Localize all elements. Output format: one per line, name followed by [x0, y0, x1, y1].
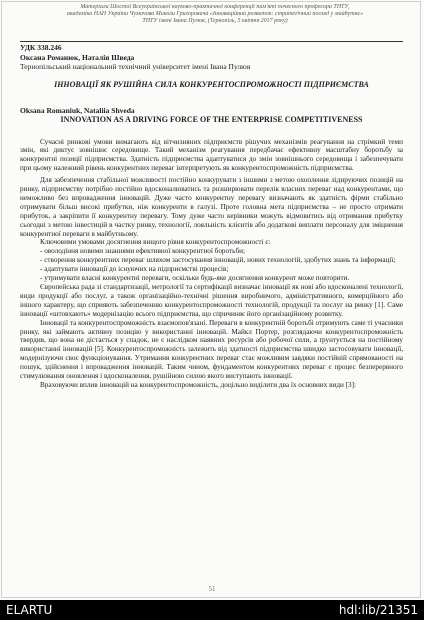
affiliation: Тернопільський національний технічний університет імені Івана Пулюя — [20, 62, 251, 71]
title-ukrainian: ІННОВАЦІЇ ЯК РУШІЙНА СИЛА КОНКУРЕНТОСПРОМОЖНОСТІ ПІДПРИЄМСТВА — [54, 80, 369, 89]
list-item: - адаптувати інновації до існуючих на підприємстві процесів; — [40, 265, 229, 274]
page-number: 51 — [208, 585, 216, 593]
authors-ukrainian: Оксана Романюк, Наталія Шведа — [20, 52, 135, 62]
conference-header-line: ТНТУ імені Івана Пулюя, (Тернопіль, 5 квітня 2017 року) — [142, 18, 288, 24]
udk-code: УДК 338.246 — [20, 43, 62, 52]
title-english: INNOVATION AS A DRIVING FORCE OF THE ENTERPRISE COMPETITIVENESS — [60, 115, 363, 124]
conference-header-line: Матеріали Шостої Всеукраїнської науково-практичної конференції пам'яті почесного професора ТНТУ, — [80, 4, 350, 10]
conference-header — [60, 4, 370, 25]
paragraph: Сучасні ринкові умови вимагають від вітчизняних підприємств рішучих механізмів реагування на стрімкий темп змін, які диктує зовнішнє середовище. Такий механізм реагування передбачає ефективну масштабну боротьбу за конкурентні позиції підприємства. Здатність підприємства адаптуватися до змін зовнішнього середовища і забезпечувати при цьому належний рівень конкурентних переваг інтерпретують як конкурентоспроможність підприємства. — [20, 137, 403, 173]
repository-name: ELARTU — [6, 603, 53, 617]
article-body — [20, 43, 403, 390]
conference-header-line: академіка НАН України Чумачова Миколи Григоровича «Інноваційний розвиток: стратегічний погляд у майбутнє» — [66, 11, 364, 17]
paragraph: Інновації та конкурентоспроможність взаємопов'язані. Переваги в конкурентній боротьбі отримують саме ті учасники ринку, які займають активну позицію у використанні інновацій. Майкл Портер, розглядаючи конкурентоспроможність твердив, що вона не дістається у спадок, не є наслідком наявних ресурсів або робочої сили, а ґрунтується на постійному використанні інновацій [5]. Конкурентоспроможність залежить від здатності підприємства швидко застосовувати інновації, модернізуючи своє функціонування. Утримання конкурентних переваг стає можливим завдяки постійній спрямованості на пошук, здійснення і впровадження інновацій. Таким чином, фундаментом конкурентних переваг є процес безперервного стимулювання оновлення і вдосконалення, рушійною силою якого виступають інновації. — [20, 318, 403, 381]
list-item: - оволодіння новими знаннями ефективної конкурентної боротьби; — [40, 247, 245, 256]
paragraph: Ключовими умовами досягнення вищого рівня конкурентоспроможності є: — [40, 238, 271, 247]
paragraph: Європейська рада зі стандартизації, метрології та сертифікації визначає інновації як нові або вдосконалені технології, види продукції або послуг, а також організаційно-технічні рішення виробничого, адміністративного, комерційного або іншого характеру, що сприяють забезпеченню конкурентоспроможності технологій, продукції та послуг на ринку [1]. Саме інновації «штовхають» модернізацію всього підприємства, що спричиняє його організаційному розвитку. — [20, 283, 403, 318]
list-item: - створення конкурентних переваг шляхом застосування інновацій, нових технологій, здобутих знань та інформації; — [40, 256, 396, 265]
repository-footer — [0, 600, 424, 620]
header-divider — [20, 41, 403, 42]
paragraph: Для забезпечення стабільної можливості постійно конкурувати з іншими з метою охоплення лідируючих позицій на ринку, підприємству потрібно постійно вдосконалюватись та розширювати перелік власних переваг над конкурентами, що неможливо без впровадження інновацій. Дуже часто конкурентну перевагу визначають як здатність фірми стабільно отримувати більш високі прибутки, ніж конкуренти в галузі. Проте головна мета підприємства – не просто отримати прибуток, а закріпити її конкурентну перевагу. Тому дуже часто керівники можуть відмовитись від отримання прибутку сьогодні з метою інвестицій в частку ринку, технології, лояльність клієнтів або додаткові виплати персоналу для зміцнення конкурентної переваги в майбутньому. — [20, 176, 403, 238]
list-item: - утримувати власні конкурентні переваги, оскільки будь-яке досягнення конкурент може повторити. — [40, 274, 350, 283]
article-text — [20, 138, 403, 390]
paragraph: Враховуючи вплив інновацій на конкурентоспроможність, доцільно виділити два їх основних види [3]: — [40, 380, 357, 389]
authors-english: Oksana Romaniuk, Nataliia Shveda — [20, 106, 135, 115]
handle-link[interactable]: hdl:lib/21351 — [338, 603, 418, 617]
